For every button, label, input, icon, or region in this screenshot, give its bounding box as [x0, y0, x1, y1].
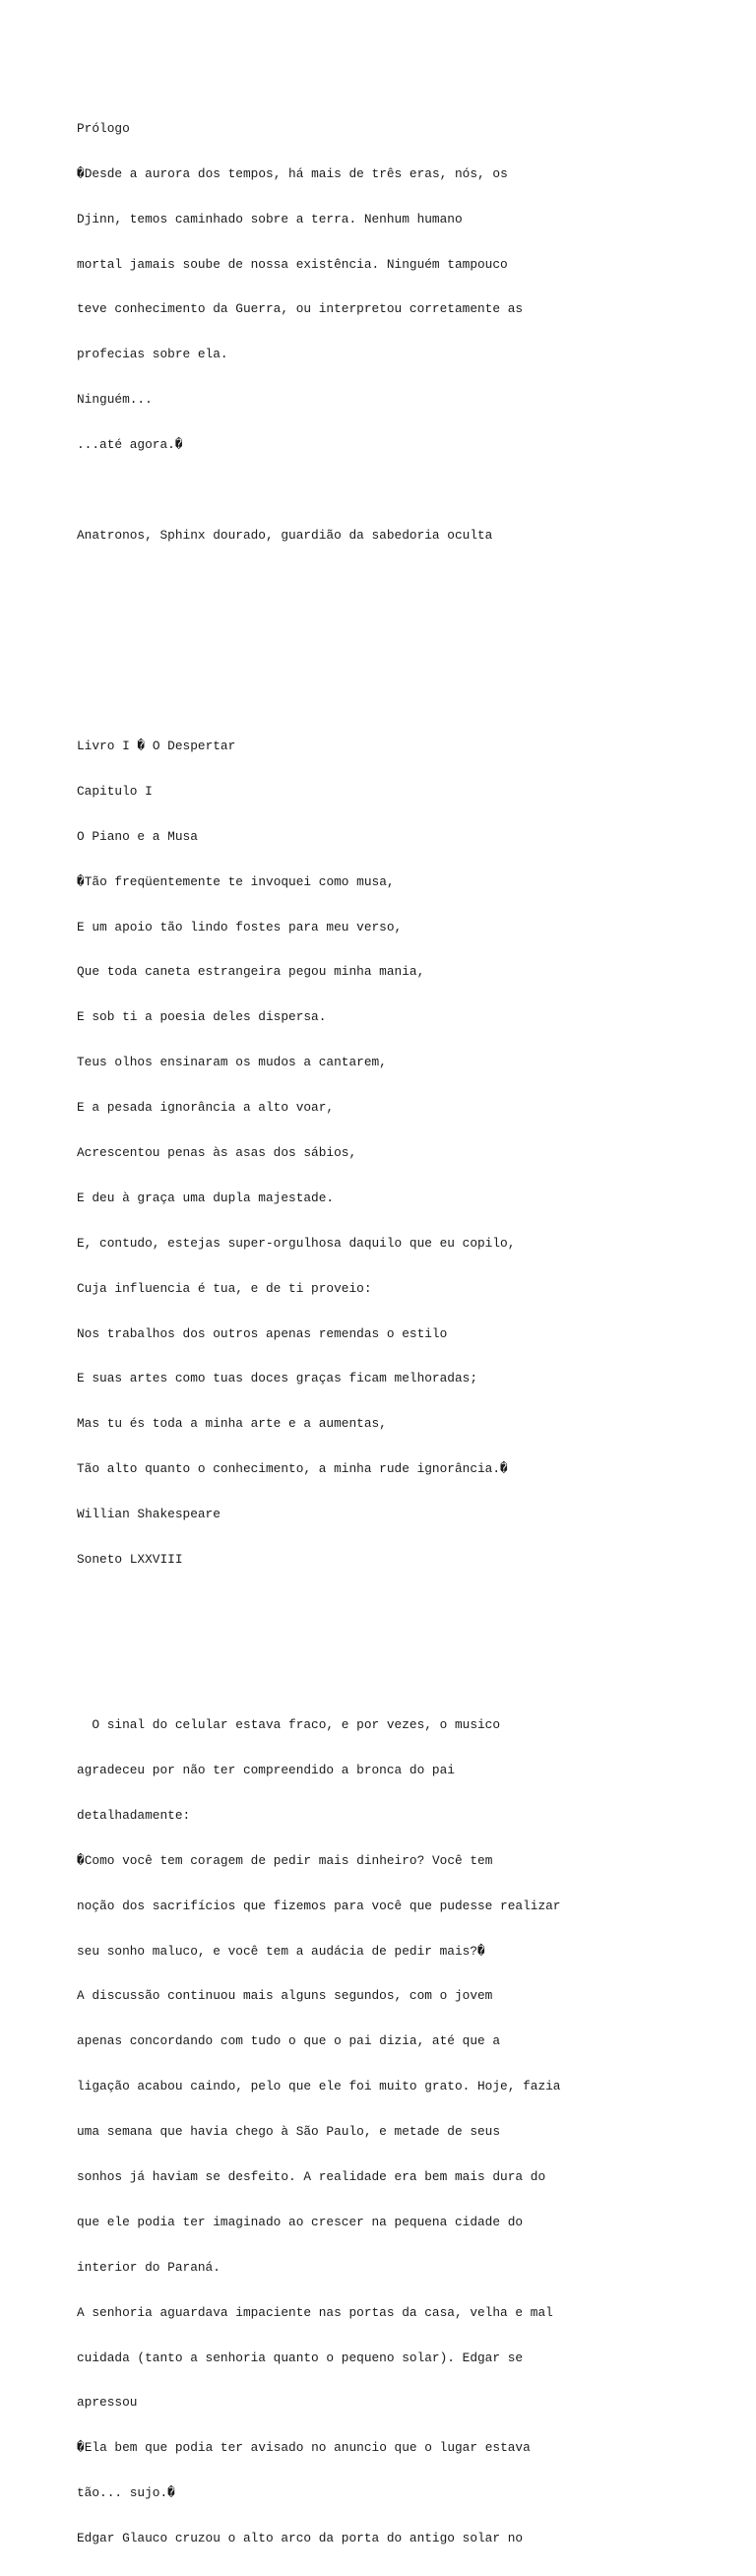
poem-line: Que toda caneta estrangeira pegou minha mania, [77, 964, 425, 980]
poem-line: Cuja influencia é tua, e de ti proveio: [77, 1280, 372, 1296]
story-line: sonhos já haviam se desfeito. A realidade era bem mais dura do [77, 2169, 546, 2184]
prologue-line: teve conhecimento da Guerra, ou interpretou corretamente as [77, 301, 524, 317]
story-line: �Como você tem coragem de pedir mais dinheiro? Você tem [77, 1852, 493, 1868]
story-line: interior do Paraná. [77, 2259, 220, 2275]
story-line: apenas concordando com tudo o que o pai dizia, até que a [77, 2033, 501, 2049]
poem-line: Acrescentou penas às asas dos sábios, [77, 1145, 357, 1160]
poem-line: �Tão freqüentemente te invoquei como musa, [77, 873, 395, 889]
poem-line: Mas tu és toda a minha arte e a aumentas, [77, 1416, 387, 1432]
poem-line: E suas artes como tuas doces graças ficam melhoradas; [77, 1371, 478, 1386]
poem-author: Willian Shakespeare [77, 1507, 220, 1522]
story-line: �Ela bem que podia ter avisado no anuncio que o lugar estava [77, 2440, 531, 2456]
poem-line: E um apoio tão lindo fostes para meu verso, [77, 919, 403, 934]
story-line: ligação acabou caindo, pelo que ele foi muito grato. Hoje, fazia [77, 2079, 561, 2094]
story-line: A discussão continuou mais alguns segundos, com o jovem [77, 1988, 493, 2004]
poem-source: Soneto LXXVIII [77, 1552, 183, 1568]
poem-line: E sob ti a poesia deles dispersa. [77, 1009, 327, 1025]
chapter-title: O Piano e a Musa [77, 828, 198, 844]
poem-line: Tão alto quanto o conhecimento, a minha rude ignorância.� [77, 1461, 508, 1477]
book-title: Livro I � O Despertar [77, 738, 236, 753]
prologue-line: Djinn, temos caminhado sobre a terra. Nenhum humano [77, 211, 463, 226]
story-line: agradeceu por não ter compreendido a bronca do pai [77, 1762, 455, 1777]
story-line: A senhoria aguardava impaciente nas portas da casa, velha e mal [77, 2304, 553, 2320]
story-line: uma semana que havia chego à São Paulo, e metade de seus [77, 2124, 501, 2140]
story-line: O sinal do celular estava fraco, e por vezes, o musico [77, 1717, 501, 1733]
prologue-attribution: Anatronos, Sphinx dourado, guardião da sabedoria oculta [77, 527, 493, 543]
story-line: seu sonho maluco, e você tem a audácia de pedir mais?� [77, 1943, 485, 1959]
poem-line: E a pesada ignorância a alto voar, [77, 1100, 335, 1116]
chapter-heading: Capitulo I [77, 783, 153, 799]
document-page [77, 76, 736, 2576]
story-line: que ele podia ter imaginado ao crescer na pequena cidade do [77, 2214, 524, 2229]
story-line: detalhadamente: [77, 1807, 191, 1823]
story-line: apressou [77, 2395, 138, 2411]
poem-line: Teus olhos ensinaram os mudos a cantarem, [77, 1055, 387, 1070]
poem-line: Nos trabalhos dos outros apenas remendas o estilo [77, 1325, 448, 1341]
prologue-line: profecias sobre ela. [77, 347, 228, 362]
prologue-line: �Desde a aurora dos tempos, há mais de três eras, nós, os [77, 165, 508, 181]
poem-line: E deu à graça uma dupla majestade. [77, 1190, 335, 1205]
prologue-line: mortal jamais soube de nossa existência. Ninguém tampouco [77, 256, 508, 272]
story-line: Edgar Glauco cruzou o alto arco da porta do antigo solar no [77, 2531, 524, 2546]
prologue-title: Prólogo [77, 120, 130, 136]
prologue-line: Ninguém... [77, 392, 153, 408]
story-line: noção dos sacrifícios que fizemos para você que pudesse realizar [77, 1898, 561, 1913]
poem-line: E, contudo, estejas super-orgulhosa daquilo que eu copilo, [77, 1235, 516, 1251]
story-line: cuidada (tanto a senhoria quanto o pequeno solar). Edgar se [77, 2350, 524, 2365]
prologue-line: ...até agora.� [77, 437, 183, 453]
story-line: tão... sujo.� [77, 2485, 175, 2501]
